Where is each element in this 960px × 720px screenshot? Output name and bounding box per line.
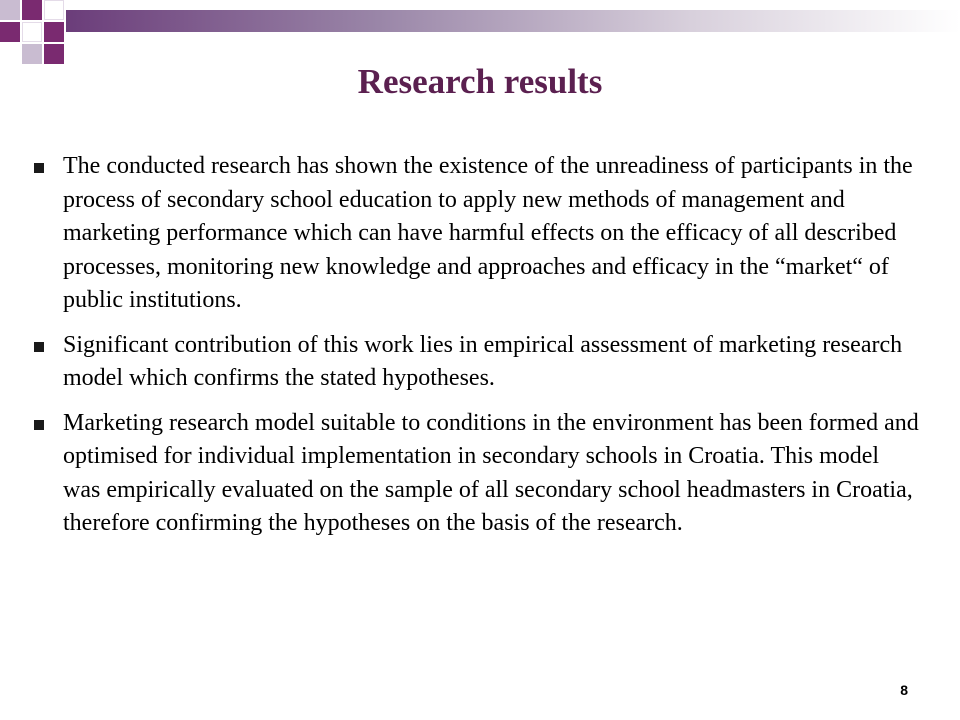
bullet-text: Significant contribution of this work lies in empirical assessment of marketing research model which confirms the stated hypotheses.: [63, 331, 903, 391]
bullet-item: [30, 150, 920, 318]
bullet-list: [30, 150, 920, 552]
square-bullet-icon: [34, 163, 44, 173]
decorative-square: [0, 22, 20, 42]
bullet-text: Marketing research model suitable to conditions in the environment has been formed and optimised for individual implementation in secondary schools in Croatia. This model was empirically evaluated on the sample of all secondary school headmasters in Croatia, therefore confirming the hypotheses on the basis of the research.: [63, 409, 919, 536]
square-bullet-icon: [34, 342, 44, 352]
decorative-square: [0, 0, 20, 20]
decorative-square: [44, 44, 64, 64]
bullet-text: The conducted research has shown the existence of the unreadiness of participants in the process of secondary school education to apply new methods of management and marketing performance which can have harmful effects on the efficacy of all described processes, monitoring new knowledge and approaches and efficacy in the “market“ of public institutions.: [63, 153, 913, 313]
decorative-square: [22, 44, 42, 64]
header-gradient-bar: [66, 10, 960, 32]
page-number: 8: [900, 682, 908, 698]
decorative-square: [44, 22, 64, 42]
bullet-item: [30, 407, 920, 541]
decorative-square: [44, 0, 64, 20]
square-bullet-icon: [34, 420, 44, 430]
decorative-square: [22, 0, 42, 20]
bullet-item: [30, 329, 920, 396]
decorative-square: [22, 22, 42, 42]
slide-title: Research results: [357, 62, 603, 101]
